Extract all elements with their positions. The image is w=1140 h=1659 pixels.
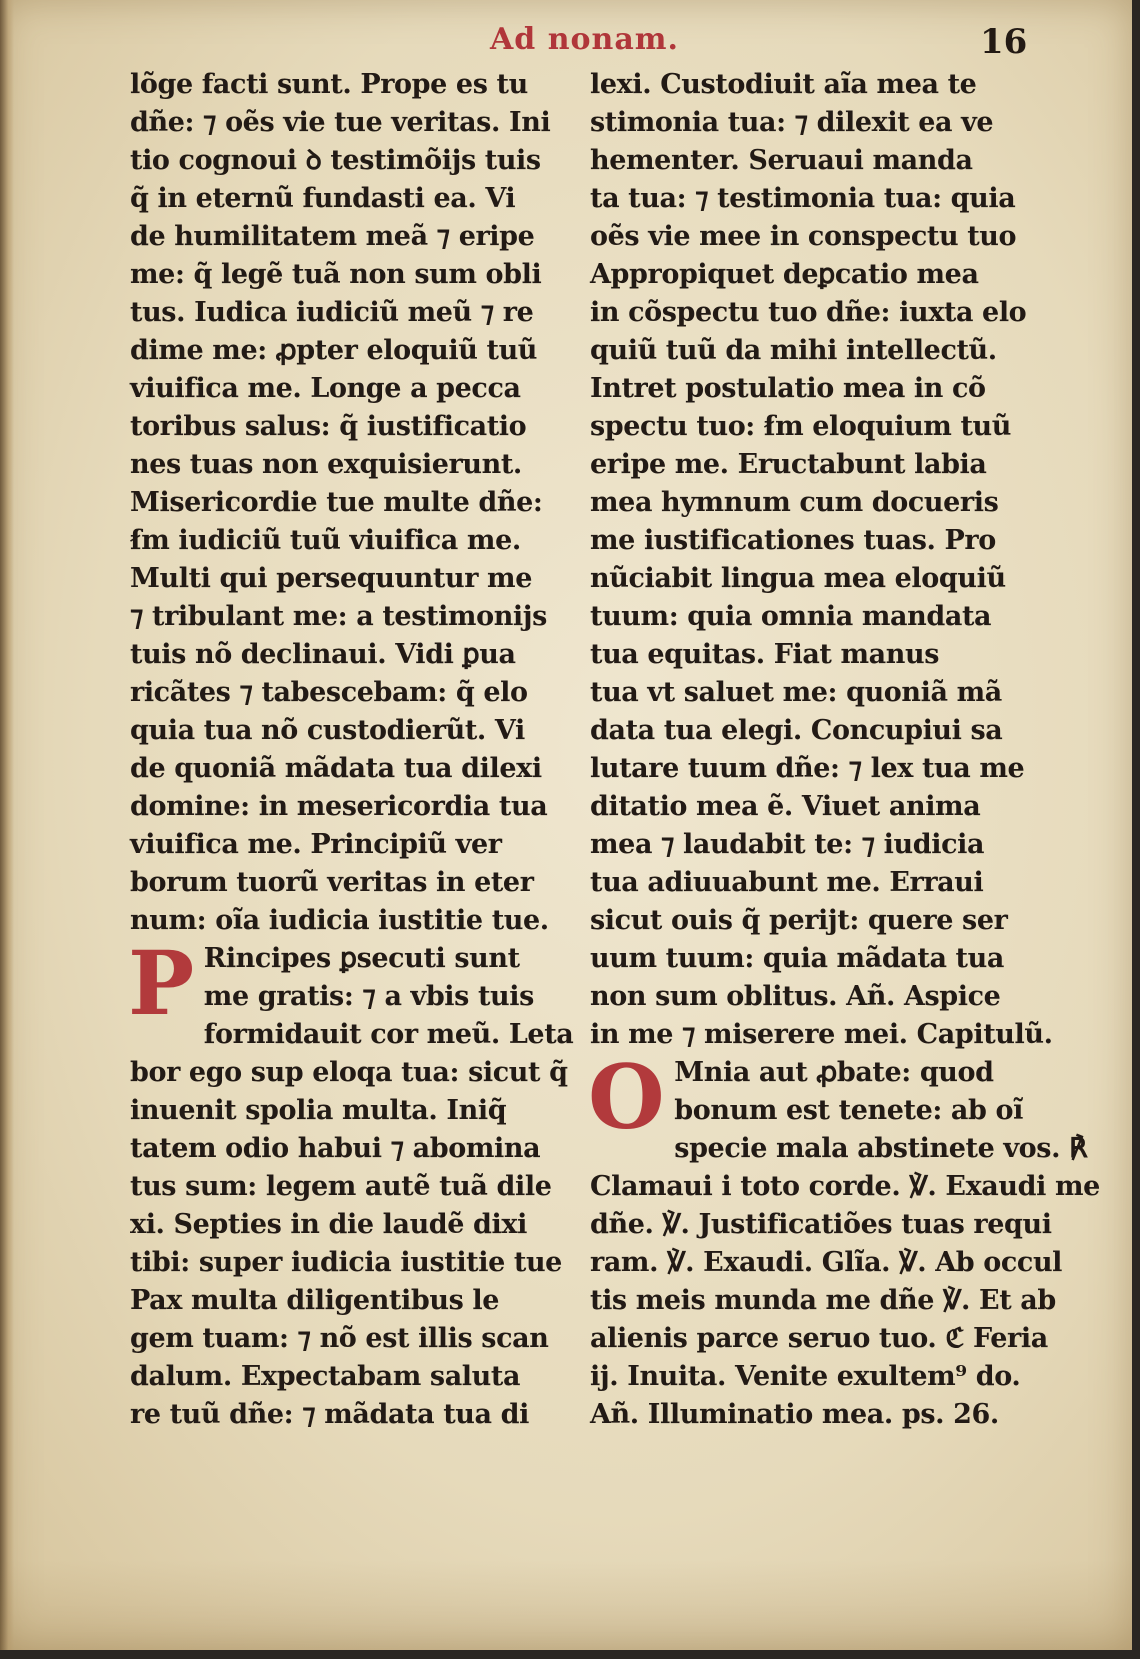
right-column-line: me iustificationes tuas. Pro xyxy=(590,525,996,556)
left-column-line: tatem odio habui ⁊ abomina xyxy=(130,1133,541,1164)
left-column-line: toribus salus: q̃ iustificatio xyxy=(130,411,527,442)
right-column-line: Añ. Illuminatio mea. ps. 26. xyxy=(590,1399,999,1430)
left-column-line: formidauit cor meũ. Leta xyxy=(203,1019,574,1050)
right-column-line: oẽs vie mee in conspectu tuo xyxy=(590,221,1017,252)
running-head: Ad nonam. xyxy=(490,22,679,57)
left-column-line: Misericordie tue multe dñe: xyxy=(130,487,543,518)
right-column-line: tis meis munda me dñe ℣. Et ab xyxy=(590,1285,1056,1316)
text-column-left xyxy=(128,66,574,1434)
right-column-line: dñe. ℣. Justificatiões tuas requi xyxy=(590,1209,1052,1240)
left-column-line: tus. Iudica iudiciũ meũ ⁊ re xyxy=(130,297,534,328)
right-column-line: mea hymnum cum docueris xyxy=(590,487,999,518)
left-column-line: gem tuam: ⁊ nõ est illis scan xyxy=(130,1323,549,1354)
left-column-line: bor ego sup eloqa tua: sicut q̃ xyxy=(130,1057,568,1088)
right-column-line: Intret postulatio mea in cõ xyxy=(590,373,986,404)
right-column-line: tua adiuuabunt me. Erraui xyxy=(590,867,984,898)
right-column-line: O Mnia aut ꝓbate: quod bonum est tenete: ab oĩ xyxy=(588,1045,1023,1149)
left-column-line: dñe: ⁊ oẽs vie tue veritas. Ini xyxy=(130,107,551,138)
drop-cap-p: P xyxy=(128,931,194,1035)
right-column-line: alienis parce seruo tuo. ℭ Feria xyxy=(590,1323,1048,1354)
left-column-line: ẜm iudiciũ tuũ viuifica me. xyxy=(130,525,521,556)
right-column-line: eripe me. Eructabunt labia xyxy=(590,449,987,480)
right-column-line: in cõspectu tuo dñe: iuxta elo xyxy=(590,297,1027,328)
left-column-line: lõge facti sunt. Prope es tu xyxy=(130,69,528,100)
drop-cap-o: O xyxy=(588,1045,665,1149)
folio-number: 16 xyxy=(980,22,1028,62)
left-column-line: q̃ in eternũ fundasti ea. Vi xyxy=(130,183,516,214)
left-column-line: de humilitatem meã ⁊ eripe xyxy=(130,221,535,252)
left-column-line: nes tuas non exquisierunt. xyxy=(130,449,522,480)
left-column-line: dime me: ꝓpter eloquiũ tuũ xyxy=(130,335,538,366)
right-column-line: uum tuum: quia mãdata tua xyxy=(590,943,1004,974)
right-column-line: data tua elegi. Concupiui sa xyxy=(590,715,1003,746)
right-column-line: Clamaui i toto corde. ℣. Exaudi me xyxy=(590,1171,1100,1202)
right-column-line: tua vt saluet me: quoniã mã xyxy=(590,677,1002,708)
right-column-line: specie mala abstinete vos. ℟ xyxy=(674,1133,1088,1164)
right-column-line: ditatio mea ẽ. Viuet anima xyxy=(590,791,981,822)
right-column-line: tua equitas. Fiat manus xyxy=(590,639,940,670)
left-column-line: num: oĩa iudicia iustitie tue. xyxy=(130,905,549,936)
left-column-line: re tuũ dñe: ⁊ mãdata tua di xyxy=(130,1399,529,1430)
right-column-line: tuum: quia omnia mandata xyxy=(590,601,992,632)
text-column-right xyxy=(588,66,1100,1434)
right-column-line: ram. ℣. Exaudi. Glĩa. ℣. Ab occul xyxy=(590,1247,1063,1278)
page-bottom-margin xyxy=(0,1560,1132,1650)
left-column-line: Multi qui persequuntur me xyxy=(130,563,532,594)
right-column-line: spectu tuo: ẜm eloquium tuũ xyxy=(590,411,1012,442)
right-column-line: ta tua: ⁊ testimonia tua: quia xyxy=(590,183,1016,214)
right-column-line: Appropiquet deꝑcatio mea xyxy=(590,259,979,290)
right-column-line: sicut ouis q̃ perijt: quere ser xyxy=(590,905,1008,936)
right-column-line: nũciabit lingua mea eloquiũ xyxy=(590,563,1006,594)
left-column-line: de quoniã mãdata tua dilexi xyxy=(130,753,542,784)
right-column-line: lutare tuum dñe: ⁊ lex tua me xyxy=(590,753,1025,784)
left-column-line: viuifica me. Principiũ ver xyxy=(130,829,502,860)
right-column-line: non sum oblitus. Añ. Aspice xyxy=(590,981,1001,1012)
left-column-line: tuis nõ declinaui. Vidi ꝑua xyxy=(130,639,516,670)
left-column-line: borum tuorũ veritas in eter xyxy=(130,867,534,898)
right-column-line: quiũ tuũ da mihi intellectũ. xyxy=(590,335,997,366)
left-column-line: dalum. Expectabam saluta xyxy=(130,1361,521,1392)
left-column-line: me: q̃ legẽ tuã non sum obli xyxy=(130,259,542,290)
left-column-line: inuenit spolia multa. Iniq̃ xyxy=(130,1095,507,1126)
left-column-line: ⁊ tribulant me: a testimonijs xyxy=(130,601,547,632)
left-column-line: ricãtes ⁊ tabescebam: q̃ elo xyxy=(130,677,528,708)
left-column-line: viuifica me. Longe a pecca xyxy=(130,373,521,404)
left-column-line: xi. Septies in die laudẽ dixi xyxy=(130,1209,527,1240)
left-column-line: domine: in mesericordia tua xyxy=(130,791,548,822)
left-column-line: tio cognoui ꝺ testimõijs tuis xyxy=(130,145,541,176)
right-column-line: mea ⁊ laudabit te: ⁊ iudicia xyxy=(590,829,985,860)
left-column-line: tus sum: legem autẽ tuã dile xyxy=(130,1171,552,1202)
page-gutter xyxy=(0,0,14,1650)
right-column-line: in me ⁊ miserere mei. Capitulũ. xyxy=(590,1019,1053,1050)
left-column-line: tibi: super iudicia iustitie tue xyxy=(130,1247,562,1278)
right-column-line: hementer. Seruaui manda xyxy=(590,145,973,176)
right-column-line: stimonia tua: ⁊ dilexit ea ve xyxy=(590,107,994,138)
left-column-line: P Rincipes ꝑsecuti sunt me gratis: ⁊ a vbis tuis xyxy=(128,931,534,1035)
left-column-line: quia tua nõ custodierũt. Vi xyxy=(130,715,525,746)
right-column-line: ij. Inuita. Venite exultem⁹ do. xyxy=(590,1361,1021,1392)
right-column-line: lexi. Custodiuit aĩa mea te xyxy=(590,69,977,100)
left-column-line: Pax multa diligentibus le xyxy=(130,1285,500,1316)
